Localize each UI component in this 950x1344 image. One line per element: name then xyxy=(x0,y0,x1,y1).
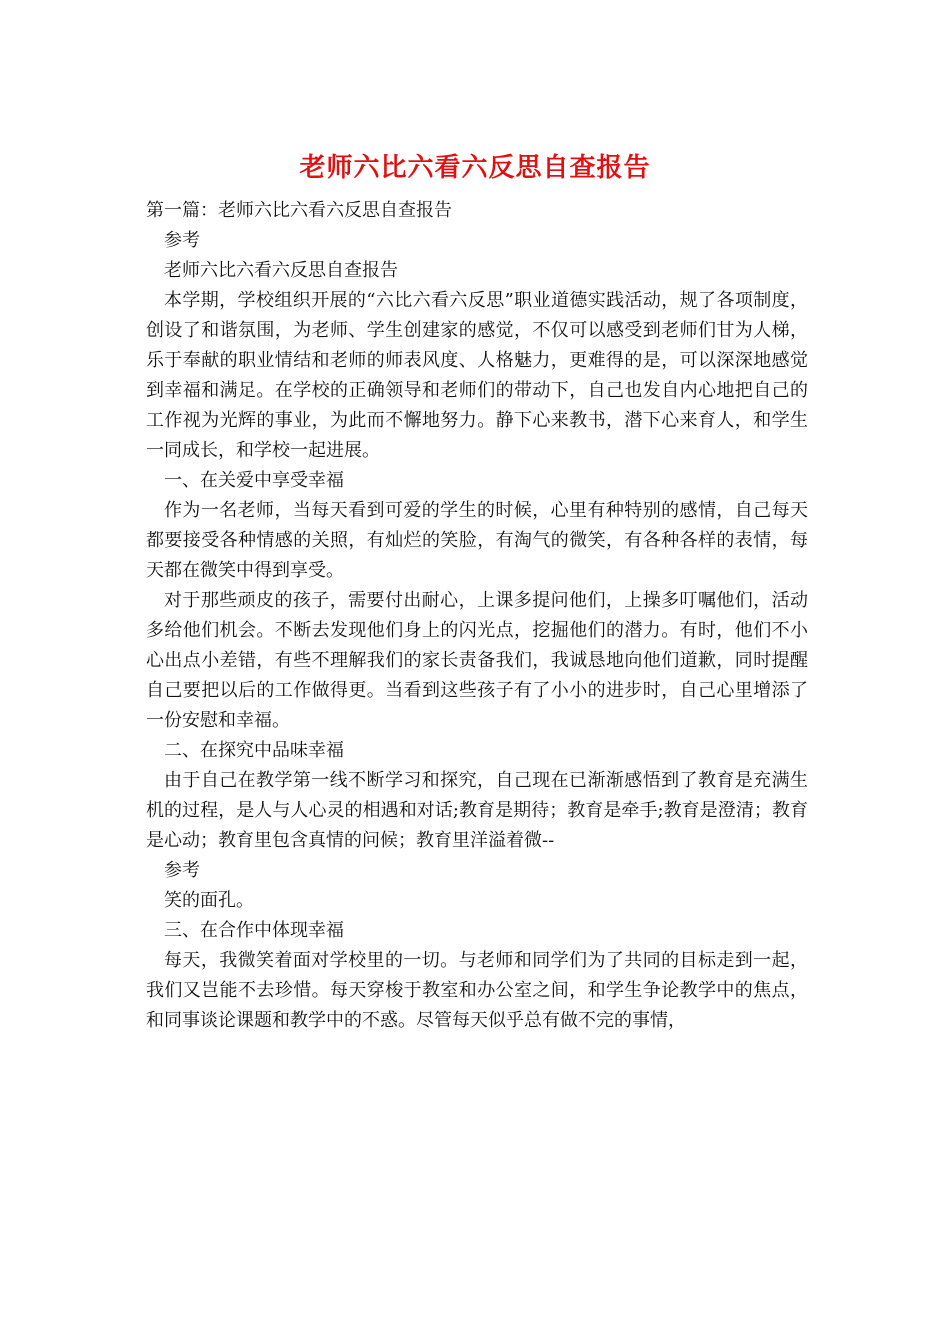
document-title: 老师六比六看六反思自查报告 xyxy=(299,153,651,183)
paragraph-2: 参考 xyxy=(164,230,200,251)
paragraph-8: 二、在探究中品味幸福 xyxy=(164,740,344,761)
paragraph-10: 参考 xyxy=(164,860,200,881)
paragraph-7: 对于那些顽皮的孩子，需要付出耐心，上课多提问他们，上操多叮嘱他们，活动多给他们机会。不断去发现他们身上的闪光点，挖掘他们的潜力。有时，他们不小心出点小差错，有些不理解我们的家长责备我们，我诚恳地向他们道歉，同时提醒自己要把以后的工作做得更。当看到这些孩子有了小小的进步时，自己心里增添了一份安慰和幸福。 xyxy=(146,590,808,731)
paragraph-5: 一、在关爱中享受幸福 xyxy=(164,470,344,491)
paragraph-3: 老师六比六看六反思自查报告 xyxy=(164,260,398,281)
document-body xyxy=(146,196,808,1036)
paragraph-9: 由于自己在教学第一线不断学习和探究，自己现在已渐渐感悟到了教育是充满生机的过程，是人与人心灵的相遇和对话;教育是期待；教育是牵手;教育是澄清；教育是心动；教育里包含真情的问候；教育里洋溢着微-- xyxy=(146,770,808,851)
paragraph-4: 本学期，学校组织开展的“六比六看六反思”职业道德实践活动，规了各项制度，创设了和谐氛围，为老师、学生创建家的感觉，不仅可以感受到老师们甘为人梯，乐于奉献的职业情结和老师的师表风度、人格魅力，更难得的是，可以深深地感觉到幸福和满足。在学校的正确领导和老师们的带动下，自己也发自内心地把自己的工作视为光辉的事业，为此而不懈地努力。静下心来教书，潜下心来育人，和学生一同成长，和学校一起进展。 xyxy=(146,290,808,461)
paragraph-6: 作为一名老师，当每天看到可爱的学生的时候，心里有种特别的感情，自己每天都要接受各种情感的关照，有灿烂的笑脸，有淘气的微笑，有各种各样的表情，每天都在微笑中得到享受。 xyxy=(146,500,808,581)
paragraph-12: 三、在合作中体现幸福 xyxy=(164,920,344,941)
paragraph-1: 第一篇：老师六比六看六反思自查报告 xyxy=(146,200,452,221)
paragraph-13: 每天，我微笑着面对学校里的一切。与老师和同学们为了共同的目标走到一起，我们又岂能不去珍惜。每天穿梭于教室和办公室之间，和学生争论教学中的焦点，和同事谈论课题和教学中的不惑。尽管每天似乎总有做不完的事情， xyxy=(146,950,808,1031)
paragraph-11: 笑的面孔。 xyxy=(164,890,254,911)
